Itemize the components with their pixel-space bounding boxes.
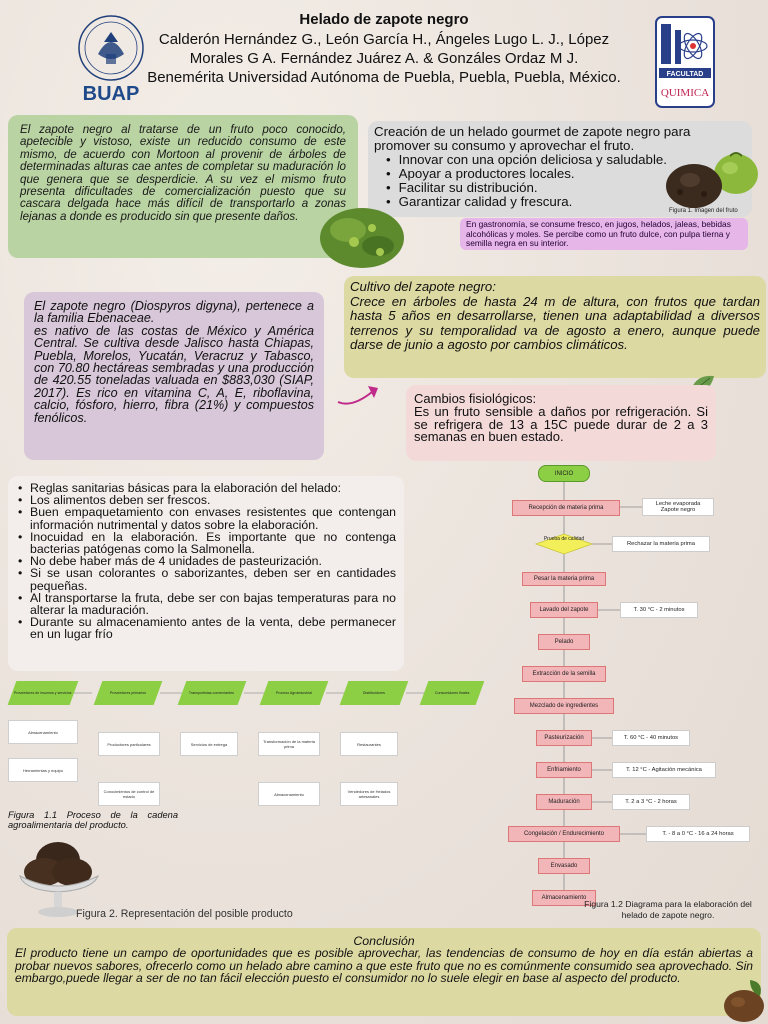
conclusion-title: Conclusión: [353, 934, 415, 948]
flow-step: Envasado: [538, 858, 590, 874]
rule-item: • Reglas sanitarias básicas para la elaboración del helado:: [16, 482, 396, 494]
supply-chain-diagram: [0, 676, 490, 816]
process-flow-diagram: [496, 460, 768, 920]
rule-item: • Si se usan colorantes o saborizantes, deben ser en cantidades pequeñas.: [16, 567, 396, 591]
flow-step: Almacenamiento: [532, 890, 596, 906]
objective-item: • Garantizar calidad y frescura.: [386, 195, 746, 209]
objective-item: • Facilitar su distribución.: [386, 181, 746, 195]
chain-box: Vendedores de Helados artesanales: [340, 782, 398, 806]
chain-box: Restaurantes: [340, 732, 398, 756]
flow-step: Pelado: [538, 634, 590, 650]
flow-note: T. - 8 a 0 °C - 16 a 24 horas: [646, 826, 750, 842]
flow-note: T. 2 a 3 °C - 2 horas: [612, 794, 690, 810]
cultivation-body: Crece en árboles de hasta 24 m de altura, con frutos que tardan hasta 5 años en desarrollarse, tienen una adaptabilidad a diversos terrenos y su temporalidad va de agosto a enero, aunque puede darse de junio a agosto por cambios climáticos.: [350, 293, 760, 353]
rule-item: • Buen empaquetamiento con envases resistentes que contengan información nutrimental y datos sobre la elaboración.: [16, 506, 396, 530]
flow-decision: Prueba de calidad: [543, 536, 585, 542]
conclusion-body: El producto tiene un campo de oportunidades que es posible aprovechar, las tendencias de consumo de hoy en día están abiertas a probar nuevos sabores, ofrecerlo como un helado abre camino a que este fruto que no es comúnmente consumido sea aprovechado. Sin embargo,puede llegar a ser de no tan fácil elección puesto el consumidor no lo suele elegir en base al aspecto del producto.: [15, 946, 753, 986]
flow-step: Pasteurización: [536, 730, 592, 746]
objective-item: • Innovar con una opción deliciosa y saludable.: [386, 153, 746, 167]
flow-step: Congelación / Endurecimiento: [508, 826, 620, 842]
rule-item: • Durante su almacenamiento antes de la venta, debe permanecer en un lugar frío: [16, 616, 396, 640]
chain-stage: Consumidores finales: [420, 681, 485, 705]
chain-stage: Transportistas comerciantes: [178, 681, 247, 705]
curved-arrow-icon: [332, 380, 388, 408]
flow-step: Extracción de la semilla: [522, 666, 606, 682]
cultivation-title: Cultivo del zapote negro:: [350, 279, 496, 294]
objective-item: • Apoyar a productores locales.: [386, 167, 746, 181]
rule-item: • No debe haber más de 4 unidades de pasteurización.: [16, 555, 396, 567]
facultad-quimica-logo: [655, 16, 715, 108]
buap-logo-text: BUAP: [82, 83, 140, 105]
flow-note: T. 12 °C - Agitación mecánica: [612, 762, 716, 778]
chain-stage: Proceso Agroindustrial: [260, 681, 329, 705]
flow-step: Maduración: [536, 794, 592, 810]
flow-step: Enfriamiento: [536, 762, 592, 778]
buap-logo: [76, 12, 146, 106]
rule-item: • Inocuidad en la elaboración. Es importante que no contenga bacterias patógenas como la Salmonella.: [16, 531, 396, 555]
intro-box: El zapote negro al tratarse de un fruto poco conocido, apetecible y vistoso, existe un reducido consumo de este mismo, de acuerdo con Mortoon al provenir de árboles de determinadas alturas cae antes de completar su maduración lo que genera que se desperdicie. A su vez el mismo fruto presenta dificultades de comercialización puesto que su cascara delgada hace más difícil de transportarlo a zonas lejanas a donde es producido sin que presente daños.: [8, 115, 358, 258]
objective-lead: Creación de un helado gourmet de zapote negro para promover su consumo y aprovechar el fruto.: [374, 124, 691, 153]
chain-box: Transformación de la materia prima: [258, 732, 320, 756]
conclusion-box: [7, 928, 761, 1016]
figure-2-caption: Figura 2. Representación del posible producto: [76, 908, 293, 920]
chain-box: Conocimientos de control de estado: [98, 782, 160, 806]
figure-1-caption: Figura 1. Imagen del fruto: [669, 208, 738, 214]
flow-note: Leche evaporada Zapote negro: [642, 498, 714, 516]
facultad-logo-text: FACULTAD: [666, 71, 704, 78]
flow-start: INICIO: [538, 465, 590, 482]
quimica-logo-text: QUIMICA: [660, 87, 710, 99]
flow-step: Lavado del zapote: [530, 602, 598, 618]
rule-item: • Los alimentos deben ser frescos.: [16, 494, 396, 506]
chain-box: Almacenamiento: [258, 782, 320, 806]
flow-note: T. 60 °C - 40 minutos: [612, 730, 690, 746]
chain-box: Herramientas y equipo: [8, 758, 78, 782]
zapote-tree-image: [318, 206, 406, 270]
zapote-seed-image: [720, 976, 768, 1024]
physiological-title: Cambios fisiológicos:: [414, 391, 537, 406]
flow-note: Rechazar la materia prima: [612, 536, 710, 552]
authors-line-1: Calderón Hernández G., León García H., Ángeles Lugo L. J., López: [158, 31, 610, 48]
rule-item: • Al transportarse la fruta, debe ser con bajas temperaturas para no alterar la maduración.: [16, 592, 396, 616]
chain-stage: Distribuidores: [340, 681, 409, 705]
description-box: El zapote negro (Diospyros digyna), pertenece a la familia Ebenaceae. es nativo de las costas de México y América Central. Se cultiva desde Jalisco hasta Chiapas, Puebla, Morelos, Yucatán, Veracruz y Tabasco, con 70.80 hectáreas sembradas y una producción de 420.55 toneladas valuada en $883,030 (SIAP, 2017). Es rico en vitamina C, A, E, riboflavina, calcio, fósforo, hierro, fibra (21%) y compuestos fenólicos.: [24, 292, 324, 460]
zapote-fruit-image: [660, 150, 760, 210]
flow-step: Recepción de materia prima: [512, 500, 620, 516]
affiliation: Benemérita Universidad Autónoma de Puebla, Puebla, Puebla, México.: [147, 69, 621, 86]
poster-title: Helado de zapote negro: [299, 11, 469, 28]
flow-step: Mezclado de ingredientes: [514, 698, 614, 714]
chain-stage: Proveedores primarios: [94, 681, 163, 705]
figure-1-1-caption: Figura 1.1 Proceso de la cadena agroalimentaria del producto.: [8, 810, 178, 830]
figure-1-2-caption: Figura 1.2 Diagrama para la elaboración del helado de zapote negro.: [584, 899, 752, 920]
physiological-body: Es un fruto sensible a daños por refrigeración. Si se refrigera de 13 a 15C puede durar de 2 a 3 semanas en buen estado.: [414, 403, 708, 445]
chain-box: Servicios de entrega: [180, 732, 238, 756]
cultivation-box: [344, 276, 766, 378]
gastronomy-box: En gastronomía, se consume fresco, en jugos, helados, jaleas, bebidas alcohólicas y moles. Se percibe como un fruto dulce, con pulpa tierna y semilla negra en su interior.: [460, 218, 748, 250]
authors-line-2: Morales G A. Fernández Juárez A. & Gonzáles Ordaz M J.: [189, 50, 579, 67]
chain-box: Productores particulares: [98, 732, 160, 756]
chain-box: Almacenamiento: [8, 720, 78, 744]
sanitary-rules-list: [16, 482, 396, 641]
sanitary-rules-box: [8, 476, 404, 671]
chain-stage: Proveedores de insumos y servicios: [8, 681, 79, 705]
physiological-changes-box: [406, 385, 716, 461]
flow-step: Pesar la materia prima: [522, 572, 606, 586]
flow-note: T. 30 °C - 2 minutos: [620, 602, 698, 618]
